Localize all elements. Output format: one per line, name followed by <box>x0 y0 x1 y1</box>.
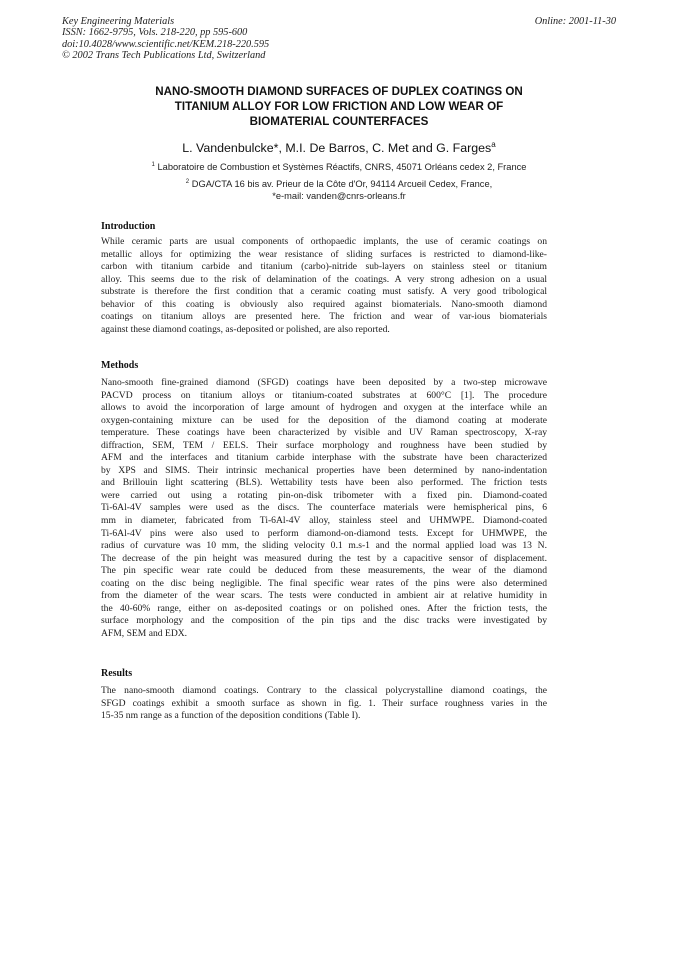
affiliation-1 <box>60 162 618 174</box>
affiliation-2-text: DGA/CTA 16 bis av. Prieur de la Côte d'Or, 94114 Arcueil Cedex, France, <box>191 179 493 189</box>
title-line-2: TITANIUM ALLOY FOR LOW FRICTION AND LOW WEAR OF <box>174 100 504 113</box>
text-line: the 40-60% range, either on as-deposited coatings or on polished ones. After the friction tests, the <box>101 602 547 614</box>
methods-paragraph <box>101 377 547 640</box>
methods-heading: Methods <box>101 360 139 371</box>
author-list <box>60 141 618 156</box>
text-line: temperature. These coatings have been characterized by visible and UV Raman spectroscopy, X-ray <box>101 427 547 439</box>
text-line: 15-35 nm range as a function of the deposition conditions (Table I). <box>101 710 361 722</box>
text-line: radius of curvature was 10 mm, the sliding velocity 0.1 m.s-1 and the normal applied load was 13 N. <box>101 540 547 552</box>
text-line: mm in diameter, fabricated from Ti-6Al-4V alloy, stainless steel and UHMWPE. Diamond-coated <box>101 515 547 527</box>
contact-email: *e-mail: vanden@cnrs-orleans.fr <box>272 190 406 201</box>
text-line: metallic alloys for optimizing the wear resistance of sliding surfaces is restricted to diamond-like- <box>101 248 547 260</box>
text-line: behavior of this coating is obviously also required against biomaterials. Nano-smooth diamond <box>101 298 547 310</box>
text-line: against these diamond coatings, as-deposited or polished, are also reported. <box>101 323 390 335</box>
author-names: L. Vandenbulcke*, M.I. De Barros, C. Met and G. Farges <box>182 141 492 155</box>
text-line: and Brillouin light scattering (BLS). Wettability tests have been also performed. The friction tests <box>101 477 547 489</box>
text-line: Ti-6Al-4V samples were used as the discs. The counterface materials were hemispherical pins, 6 <box>101 502 547 514</box>
text-line: by XPS and SIMS. Their intrinsic mechanical properties have been determined by nano-indentation <box>101 464 547 476</box>
text-line: AFM, SEM and EDX. <box>101 627 188 639</box>
title-line-3: BIOMATERIAL COUNTERFACES <box>249 115 429 128</box>
affiliation-2-number: 2 <box>185 178 190 185</box>
text-line: alloy. This seems due to the risk of delamination of the coatings. A very strong adhesion on a usual <box>101 273 547 285</box>
author-affiliation-mark: a <box>491 139 496 149</box>
text-line: from the diameter of the wear scars. The tests were conducted in ambient air at relative humidity in <box>101 590 547 602</box>
text-line: Ti-6Al-4V pins were also used to perform diamond-on-diamond tests. Except for UHMWPE, the <box>101 527 547 539</box>
affiliation-1-text: Laboratoire de Combustion et Systèmes Réactifs, CNRS, 45071 Orléans cedex 2, France <box>157 162 527 172</box>
text-line: AFM and the interfaces and titanium carbide interphase with the substrate have been characterized <box>101 452 547 464</box>
affiliation-2 <box>60 179 618 202</box>
introduction-paragraph <box>101 236 547 336</box>
introduction-heading: Introduction <box>101 221 156 232</box>
paper-title <box>80 84 598 129</box>
text-line: coating on the disc being negligible. The final specific wear rates of the pins were also determined <box>101 577 547 589</box>
text-line: diffraction, SEM, TEM / EELS. Their surface morphology and roughness have been studied by <box>101 439 547 451</box>
text-line: carbon with titanium carbide and titanium (carbo)-nitride sub-layers on stainless steel or titanium <box>101 261 547 273</box>
text-line: surface morphology and the composition of the pin tips and the disc tracks were investigated by <box>101 615 547 627</box>
text-line: The pin specific wear rate could be deduced from these measurements, the wear of the diamond <box>101 565 547 577</box>
text-line: The decrease of the pin height was measured during the test by a capacitive sensor of displacement. <box>101 552 547 564</box>
text-line: The nano-smooth diamond coatings. Contrary to the classical polycrystalline diamond coatings, the <box>101 685 547 696</box>
copyright-line: © 2002 Trans Tech Publications Ltd, Switzerland <box>62 49 266 61</box>
issn-line: ISSN: 1662-9795, Vols. 218-220, pp 595-600 <box>62 27 248 39</box>
text-line: Nano-smooth fine-grained diamond (SFGD) coatings have been deposited by a two-step microwave <box>101 377 547 388</box>
journal-name: Key Engineering Materials <box>62 16 175 27</box>
journal-header <box>62 16 269 61</box>
text-line: SFGD coatings exhibit a smooth surface as shown in fig. 1. Their surface roughness varies in the <box>101 697 547 709</box>
text-line: PACVD process on titanium alloys or titanium-coated substrates at 600°C [1]. The procedure <box>101 389 547 401</box>
affiliation-1-number: 1 <box>151 161 155 168</box>
doi-line: doi:10.4028/www.scientific.net/KEM.218-220.595 <box>62 38 270 50</box>
online-date: Online: 2001-11-30 <box>534 16 616 27</box>
text-line: coatings on titanium alloys are presented here. The friction and wear of var-ious biomaterials <box>101 311 547 323</box>
text-line: substrate is therefore the first condition that a ceramic coating must satisfy. A very good tribological <box>101 286 547 298</box>
results-heading: Results <box>101 668 133 679</box>
text-line: While ceramic parts are usual components of orthopaedic implants, the use of ceramic coatings on <box>101 236 547 247</box>
text-line: were carried out using a rotating pin-on-disk tribometer with a fixed pin. Diamond-coated <box>101 489 547 501</box>
text-line: oxygen-containing mixture can be used for the deposition of the diamond coating at moderate <box>101 414 547 426</box>
title-line-1: NANO-SMOOTH DIAMOND SURFACES OF DUPLEX COATINGS ON <box>155 85 523 98</box>
results-paragraph <box>101 685 547 723</box>
text-line: allows to avoid the incorporation of large amount of hydrogen and oxygen at the interface while an <box>101 402 547 414</box>
